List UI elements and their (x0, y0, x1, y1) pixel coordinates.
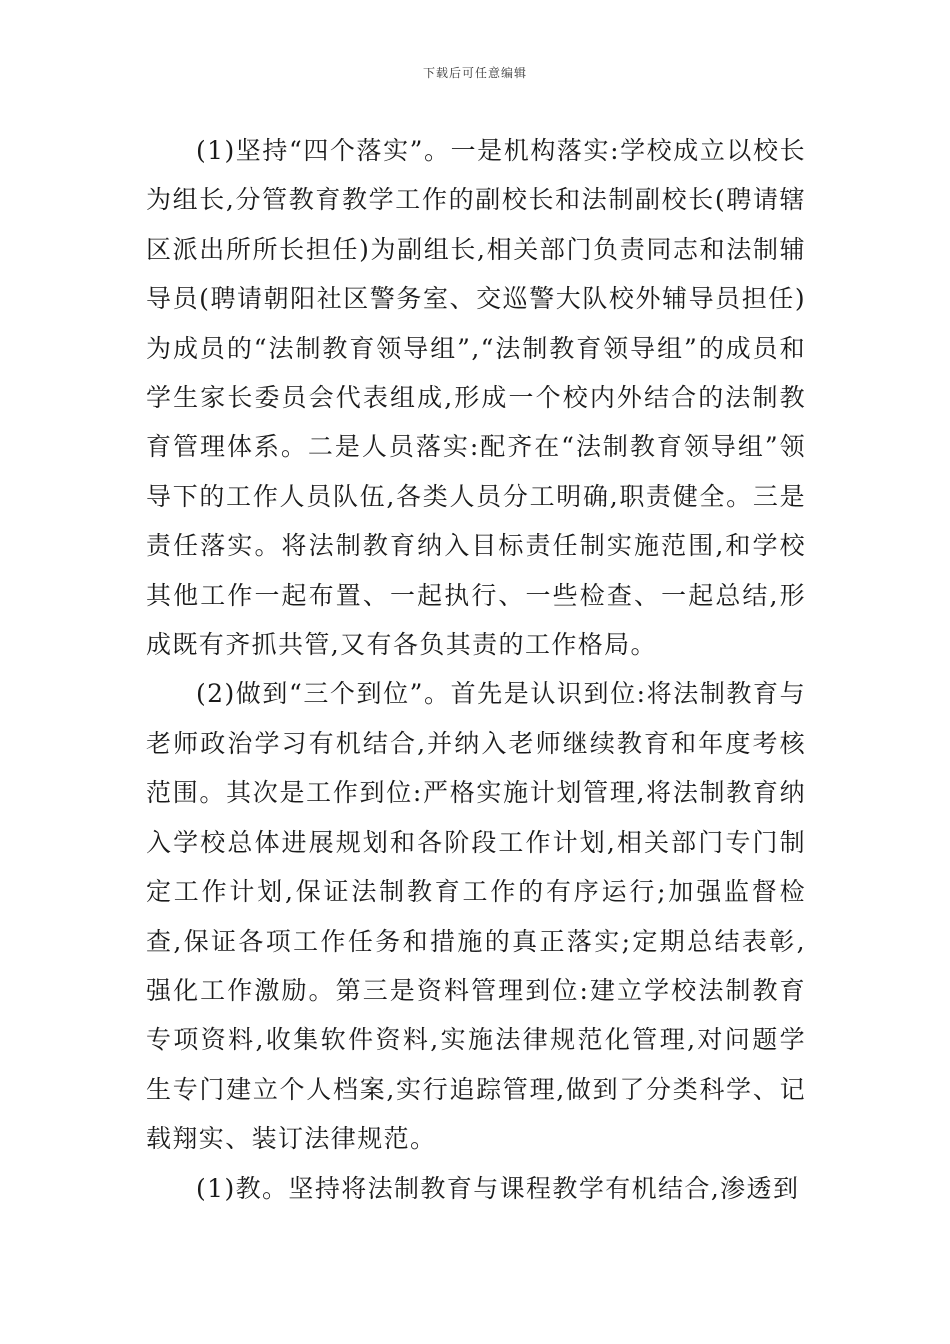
document-body (146, 126, 806, 1213)
paragraph-three-in-place: (2)做到“三个到位”。首先是认识到位:将法制教育与老师政治学习有机结合,并纳入老师继续教育和年度考核范围。其次是工作到位:严格实施计划管理,将法制教育纳入学校总体进展规划和各阶段工作计划,相关部门专门制定工作计划,保证法制教育工作的有序运行;加强监督检查,保证各项工作任务和措施的真正落实;定期总结表彰,强化工作激励。第三是资料管理到位:建立学校法制教育专项资料,收集软件资料,实施法律规范化管理,对问题学生专门建立个人档案,实行追踪管理,做到了分类科学、记载翔实、装订法律规范。 (146, 679, 806, 1154)
paragraph-teaching: (1)教。坚持将法制教育与课程教学有机结合,渗透到 (196, 1173, 800, 1203)
paragraph-four-implementations: (1)坚持“四个落实”。一是机构落实:学校成立以校长为组长,分管教育教学工作的副校长和法制副校长(聘请辖区派出所所长担任)为副组长,相关部门负责同志和法制辅导员(聘请朝阳社区警务室、交巡警大队校外辅导员担任)为成员的“法制教育领导组”,“法制教育领导组”的成员和学生家长委员会代表组成,形成一个校内外结合的法制教育管理体系。二是人员落实:配齐在“法制教育领导组”领导下的工作人员队伍,各类人员分工明确,职责健全。三是责任落实。将法制教育纳入目标责任制实施范围,和学校其他工作一起布置、一起执行、一些检查、一起总结,形成既有齐抓共管,又有各负其责的工作格局。 (146, 136, 806, 660)
page-header: 下载后可任意编辑 (422, 66, 527, 80)
